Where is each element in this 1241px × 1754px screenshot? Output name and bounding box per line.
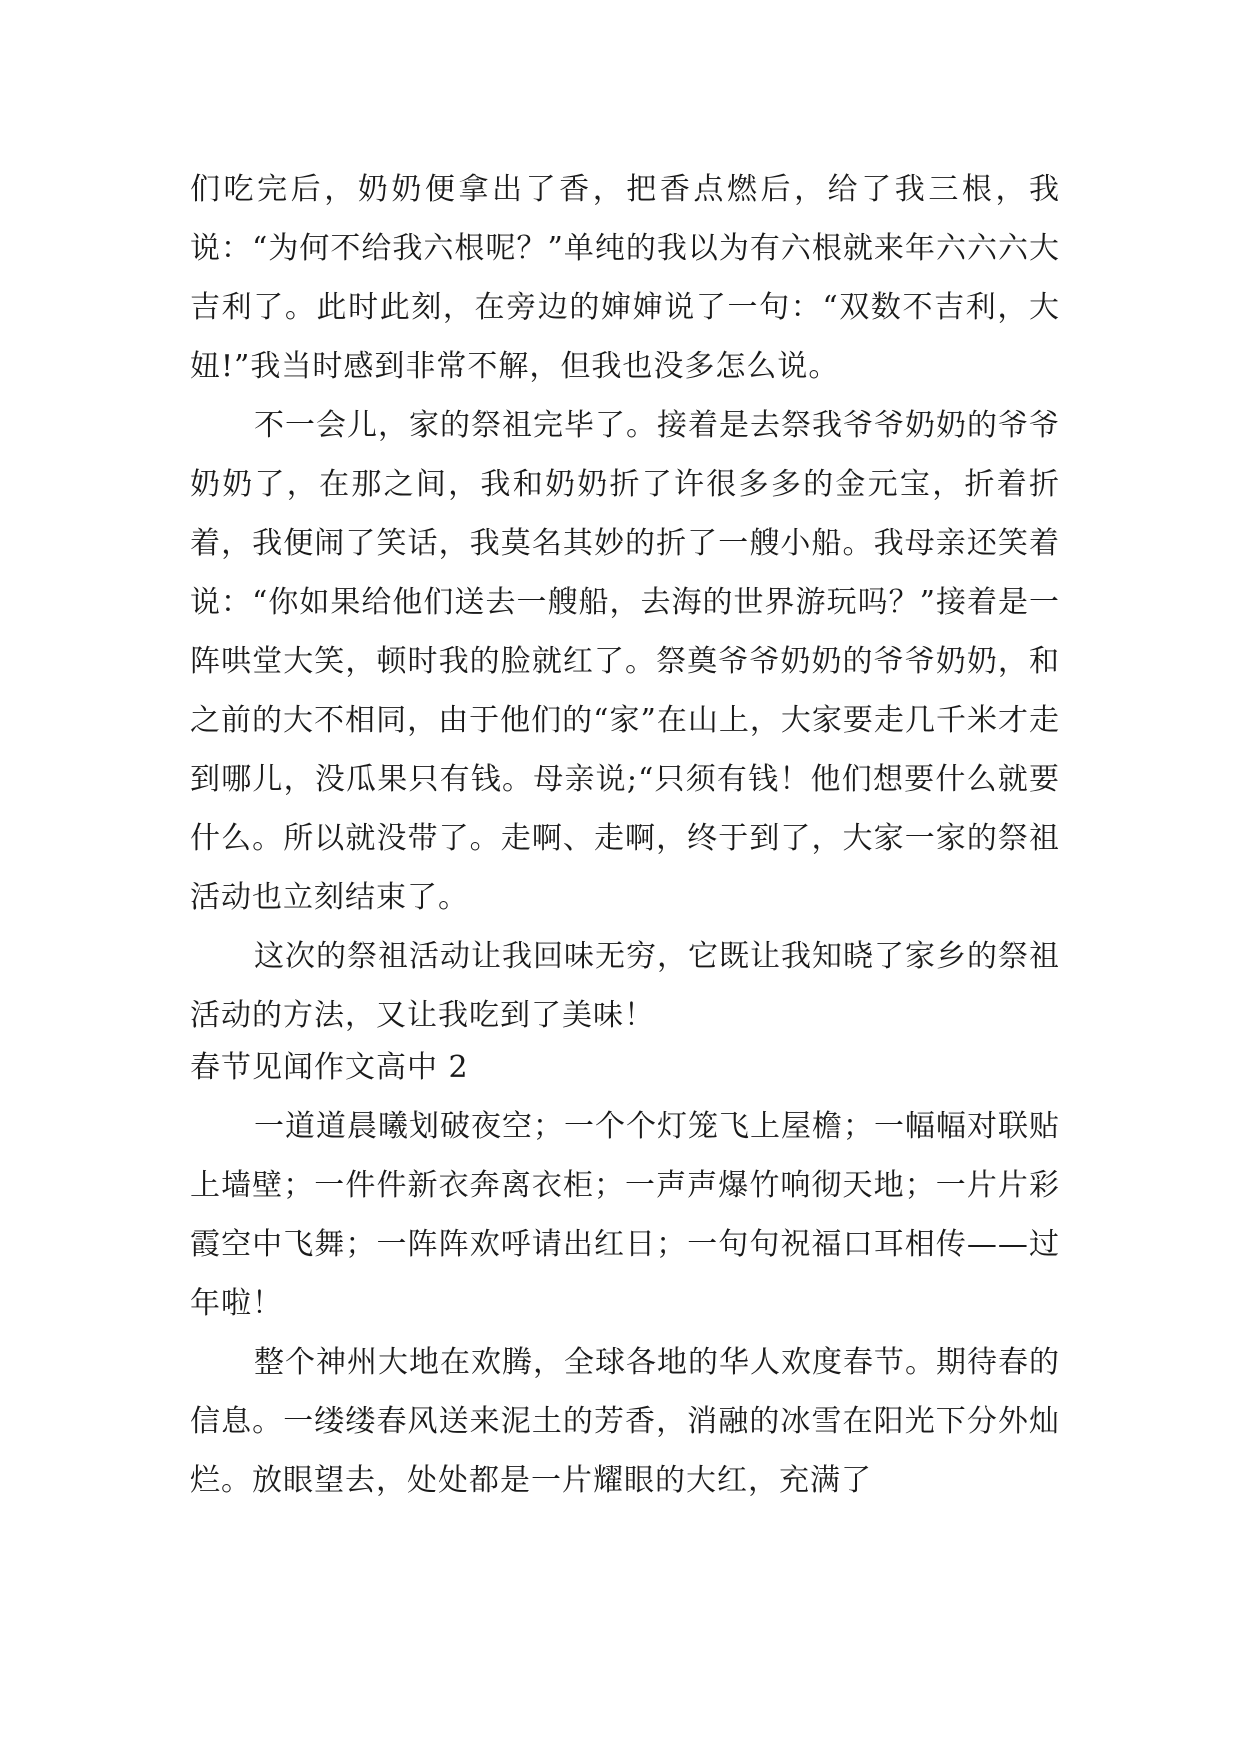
section-2-body xyxy=(190,1097,1060,1510)
paragraph-5: 整个神州大地在欢腾，全球各地的华人欢度春节。期待春的信息。一缕缕春风送来泥土的芳香，消融的冰雪在阳光下分外灿烂。放眼望去，处处都是一片耀眼的大红，充满了 xyxy=(190,1345,1060,1498)
paragraph-3: 这次的祭祖活动让我回味无穷，它既让我知晓了家乡的祭祖活动的方法，又让我吃到了美味！ xyxy=(190,939,1060,1033)
section-1-body xyxy=(190,160,1060,1045)
section-heading: 春节见闻作文高中 2 xyxy=(190,1050,469,1085)
paragraph-2: 不一会儿，家的祭祖完毕了。接着是去祭我爷爷奶奶的爷爷奶奶了，在那之间，我和奶奶折了许很多多的金元宝，折着折着，我便闹了笑话，我莫名其妙的折了一艘小船。我母亲还笑着说：“你如果给他们送去一艘船，去海的世界游玩吗？”接着是一阵哄堂大笑，顿时我的脸就红了。祭奠爷爷奶奶的爷爷奶奶，和之前的大不相同，由于他们的“家”在山上，大家要走几千米才走到哪儿，没瓜果只有钱。母亲说;“只须有钱！他们想要什么就要什么。所以就没带了。走啊、走啊，终于到了，大家一家的祭祖活动也立刻结束了。 xyxy=(190,408,1060,915)
paragraph-4: 一道道晨曦划破夜空；一个个灯笼飞上屋檐；一幅幅对联贴上墙壁；一件件新衣奔离衣柜；一声声爆竹响彻天地；一片片彩霞空中飞舞；一阵阵欢呼请出红日；一句句祝福口耳相传——过年啦！ xyxy=(190,1109,1060,1321)
paragraph-1: 们吃完后，奶奶便拿出了香，把香点燃后，给了我三根，我说：“为何不给我六根呢？”单纯的我以为有六根就来年六六六大吉利了。此时此刻，在旁边的婶婶说了一句：“双数不吉利，大妞!”我当时感到非常不解，但我也没多怎么说。 xyxy=(190,172,1060,384)
